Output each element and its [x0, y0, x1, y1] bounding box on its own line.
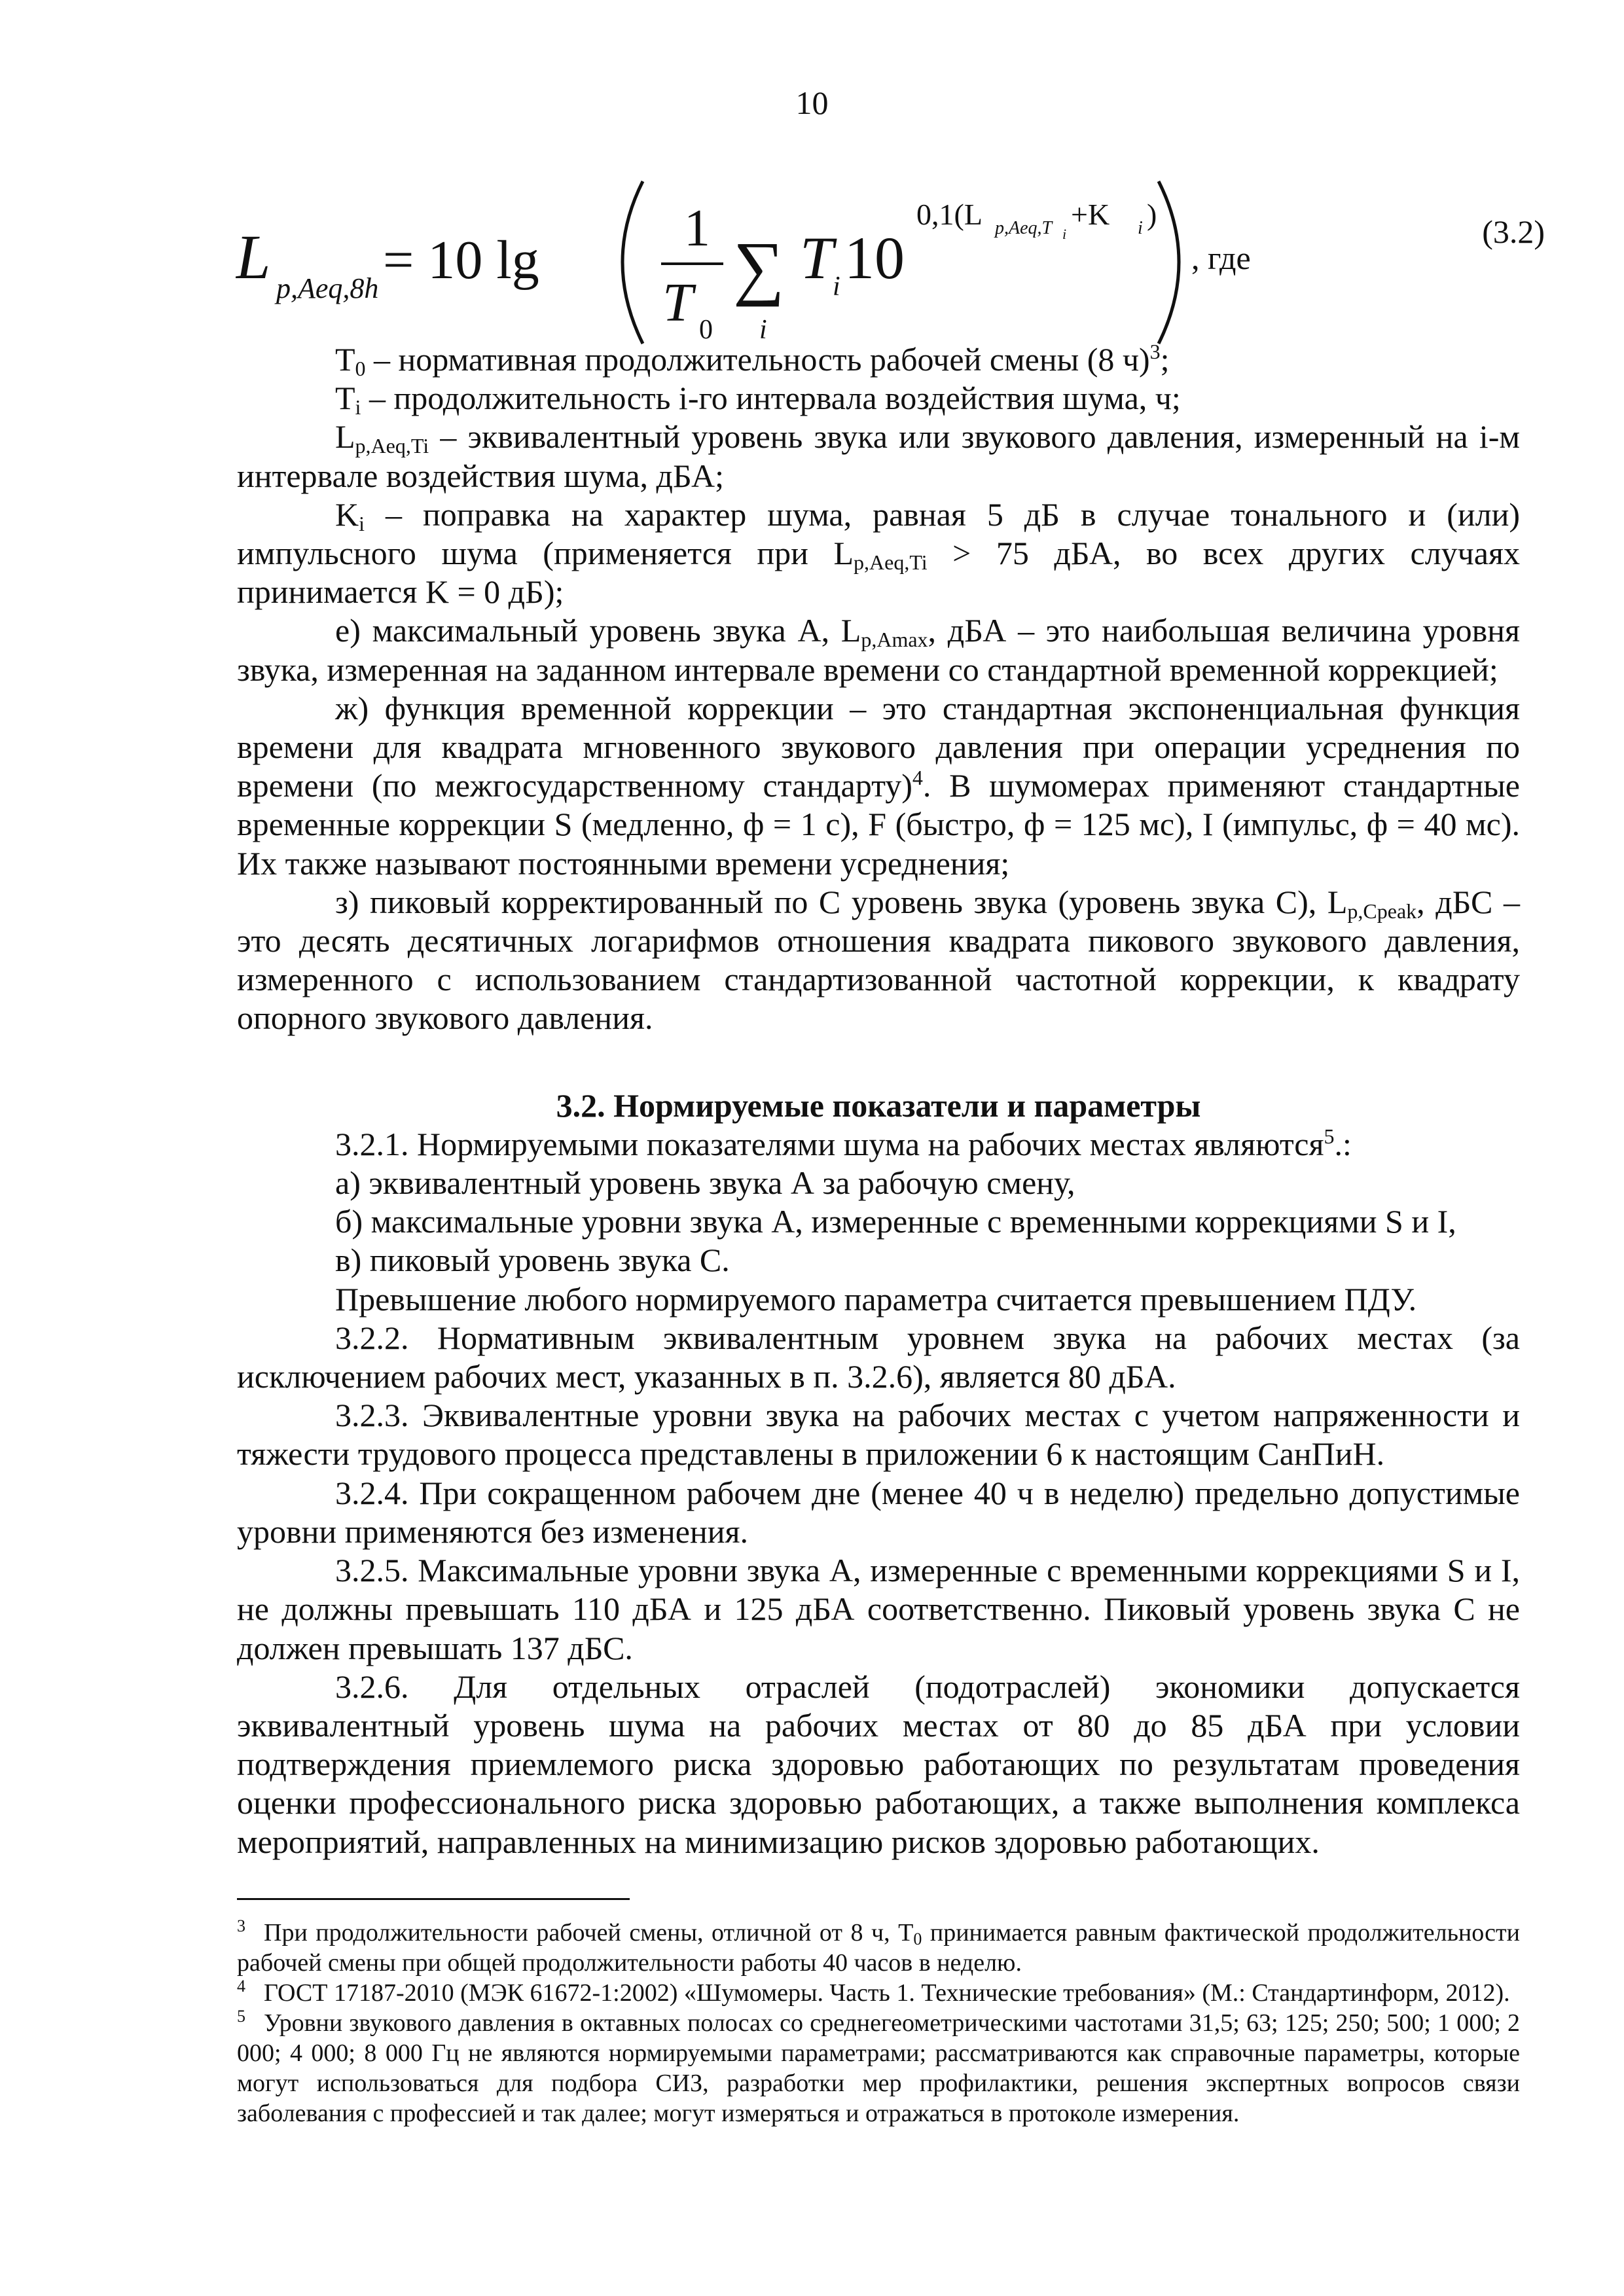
formula-lhs-sub: p,Aeq,8h [276, 272, 379, 304]
definition-z: з) пиковый корректированный по С уровень звука (уровень звука С), $L_{p,Cpeak}$, дБС – это десять десятичных логарифмов отношения квадрата пикового звукового давления, измеренного с использованием стандартизованной частотной коррекции, к квадрату опорного звукового давления. [237, 883, 1520, 1037]
term-t: T [800, 224, 834, 291]
definition-zh: ж) функция временной коррекции – это стандартная экспоненциальная функция времени для квадрата мгновенного звукового давления при операции усреднения по времени (по межгосударственному стандарту)$^4$. В шумомерах применяют стандартные временные коррекции S (медленно, ф = 1 с), F (быстро, ф = 125 мс), I (импульс, ф = 40 мс). Их также называют постоянными времени усреднения; [237, 689, 1520, 882]
sum-index: i [759, 315, 767, 345]
right-paren [1159, 181, 1179, 344]
paragraph-3-2-5: 3.2.5. Максимальные уровни звука А, измеренные с временными коррекциями S и I, не должны превышать 110 дБА и 125 дБА соответственно. Пиковый уровень звука С не должен превышать 137 дБС. [237, 1552, 1520, 1666]
left-paren [623, 181, 643, 344]
main-text [237, 340, 1520, 1861]
frac-numerator: 1 [684, 200, 710, 257]
formula-where: , где [1191, 240, 1251, 276]
formula-lhs: L [236, 222, 271, 292]
exponent: 0,1(L [916, 198, 983, 231]
paragraph-3-2-1: 3.2.1. Нормируемыми показателями шума на рабочих местах являются$^5$.: [335, 1124, 1352, 1162]
formula-coeff: = 10 lg [383, 230, 539, 291]
definition-ki: $K_i$ – поправка на характер шума, равная 5 дБ в случае тонального и (или) импульсного шума (применяется при $L_{p,Aeq,Ti} > 75$ дБА, во всех других случаях принимается K = 0 дБ); [237, 495, 1520, 611]
paragraph-exceed: Превышение любого нормируемого параметра считается превышением ПДУ. [335, 1280, 1417, 1318]
exponent-tail-sub: i [1138, 218, 1143, 238]
paragraph-3-2-4: 3.2.4. При сокращенном рабочем дне (менее 40 ч в неделю) предельно допустимые уровни применяются без изменения. [237, 1474, 1520, 1550]
paragraph-3-2-6: 3.2.6. Для отдельных отраслей (подотраслей) экономики допускается эквивалентный уровень шума на рабочих местах от 80 до 85 дБА при условии подтверждения приемлемого риска здоровью работающих по результатам проведения оценки профессионального риска здоровью работающих, а также выполнения комплекса мероприятий, направленных на минимизацию рисков здоровью работающих. [237, 1668, 1520, 1860]
formula-3-2 [236, 167, 1545, 357]
formula-graphic [236, 167, 1545, 357]
paragraph-3-2-2: 3.2.2. Нормативным эквивалентным уровнем звука на рабочих местах (за исключением рабочих мест, указанных в п. 3.2.6), является 80 дБА. [237, 1319, 1520, 1395]
definition-lpaeq: $L_{p,Aeq,Ti}$ – эквивалентный уровень звука или звукового давления, измеренный на i-м интервале воздействия шума, дБА; [237, 418, 1520, 494]
exponent-sub2: i [1062, 226, 1067, 242]
list-item-v: в) пиковый уровень звука С. [335, 1242, 730, 1279]
footnote-3: $^3$ При продолжительности рабочей смены, отличной от 8 ч, $T_0$ принимается равным фактической продолжительности рабочей смены при общей продолжительности работы 40 часов в неделю. [237, 1916, 1520, 1977]
term-sub: i [833, 272, 840, 302]
exponent-close: ) [1147, 198, 1157, 231]
definition-t0: $T_0$ – нормативная продолжительность рабочей смены (8 ч)$^3$; [335, 340, 1170, 380]
footnote-4: $^4$ ГОСТ 17187-2010 (МЭК 61672-1:2002) «Шумомеры. Часть 1. Технические требования» (М.: Стандартинформ, 2012). [237, 1977, 1510, 2007]
base-10: 10 [844, 224, 905, 291]
frac-den-sub: 0 [699, 315, 713, 345]
paragraph-3-2-3: 3.2.3. Эквивалентные уровни звука на рабочих местах с учетом напряженности и тяжести трудового процесса представлены в приложении 6 к настоящим СанПиН. [237, 1397, 1520, 1473]
footnote-5: $^5$ Уровни звукового давления в октавных полосах со среднегеометрическими частотами 31,5; 63; 125; 250; 500; 1 000; 2 000; 4 000; 8 000 Гц не являются нормируемыми параметрами; рассматриваются как справочные параметры, которые могут использоваться для подбора СИЗ, разработки мер профилактики, решения экспертных вопросов связи заболевания с профессией и так далее; могут измеряться и отражаться в протоколе измерения. [237, 2007, 1520, 2127]
exponent-tail: +K [1071, 198, 1110, 231]
sum-sign: ∑ [733, 227, 785, 307]
formula-number: (3.2) [1482, 213, 1545, 250]
list-item-a: а) эквивалентный уровень звука А за рабочую смену, [335, 1164, 1075, 1202]
definition-ti: $T_i$ – продолжительность i-го интервала воздействия шума, ч; [335, 380, 1181, 420]
page-number: 10 [795, 84, 829, 121]
footnotes [237, 1918, 1520, 2128]
list-item-b: б) максимальные уровни звука А, измеренные с временными коррекциями S и I, [335, 1203, 1456, 1240]
frac-denominator: T [662, 272, 693, 333]
section-heading: 3.2. Нормируемые показатели и параметры [556, 1086, 1201, 1124]
exponent-sub: p,Aeq,T [995, 218, 1053, 238]
definition-e: е) максимальный уровень звука А, $L_{p,Amax}$, дБА – это наибольшая величина уровня звука, измеренная на заданном интервале времени со стандартной временной коррекцией; [237, 612, 1520, 688]
footnote-divider [237, 1898, 630, 1900]
